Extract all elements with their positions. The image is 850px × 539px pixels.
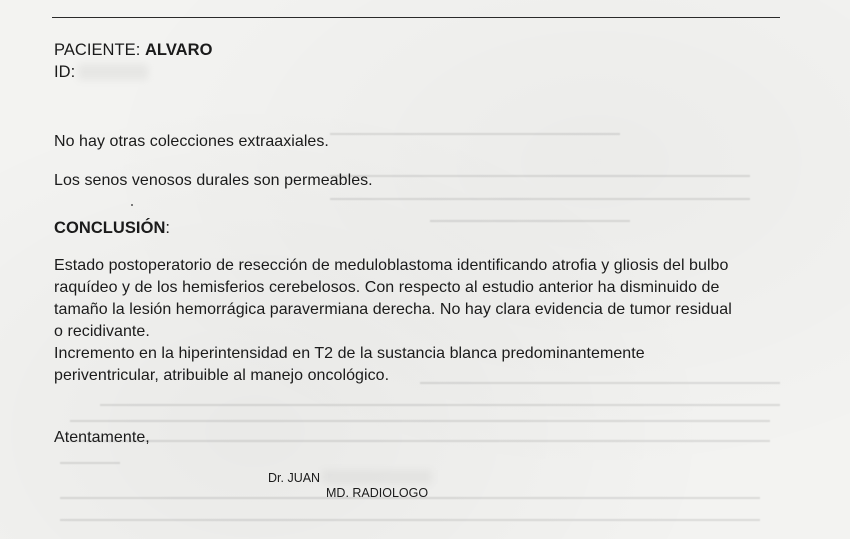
bleed-through-mark: [330, 133, 620, 135]
signature-doctor: Dr. JUAN: [268, 471, 321, 485]
specks: [131, 204, 133, 206]
patient-name: ALVARO: [144, 41, 213, 59]
finding-line: No hay otras colecciones extraaxiales.: [54, 133, 329, 150]
conclusion-line: o recidivante.: [54, 323, 150, 340]
finding-line: Los senos venosos durales son permeables.: [54, 172, 373, 189]
bleed-through-mark: [430, 220, 630, 222]
bleed-through-mark: [330, 175, 750, 177]
conclusion-line: Estado postoperatorio de resección de meduloblastoma identificando atrofia y gliosis del bulbo: [54, 257, 729, 274]
patient-label: PACIENTE:: [54, 41, 141, 59]
conclusion-line: tamaño la lesión hemorrágica paravermiana derecha. No hay clara evidencia de tumor residual: [54, 301, 732, 318]
conclusion-line: periventricular, atribuible al manejo oncológico.: [54, 367, 390, 384]
bleed-through-mark: [70, 420, 770, 422]
conclusion-heading-text: CONCLUSIÓN: [54, 219, 166, 237]
closing: Atentamente,: [54, 429, 150, 446]
patient-line: [54, 39, 213, 61]
bleed-through-mark: [330, 198, 750, 200]
conclusion-colon: :: [165, 219, 171, 237]
id-label: ID:: [54, 63, 76, 81]
bleed-through-mark: [100, 404, 780, 406]
conclusion-line: raquídeo y de los hemisferios cerebelosos. Con respecto al estudio anterior ha disminuido de: [54, 279, 720, 296]
bleed-through-mark: [60, 519, 760, 521]
top-rule: [52, 17, 780, 18]
bleed-through-mark: [60, 462, 120, 464]
conclusion-heading: [54, 217, 170, 239]
bleed-through-mark: [420, 382, 780, 384]
redacted-name: [322, 470, 432, 484]
conclusion-line: Incremento en la hiperintensidad en T2 de la sustancia blanca predominantemente: [54, 345, 645, 362]
bleed-through-mark: [70, 440, 770, 442]
signature-role: MD. RADIOLOGO: [326, 486, 429, 500]
redacted-id: [78, 64, 148, 80]
